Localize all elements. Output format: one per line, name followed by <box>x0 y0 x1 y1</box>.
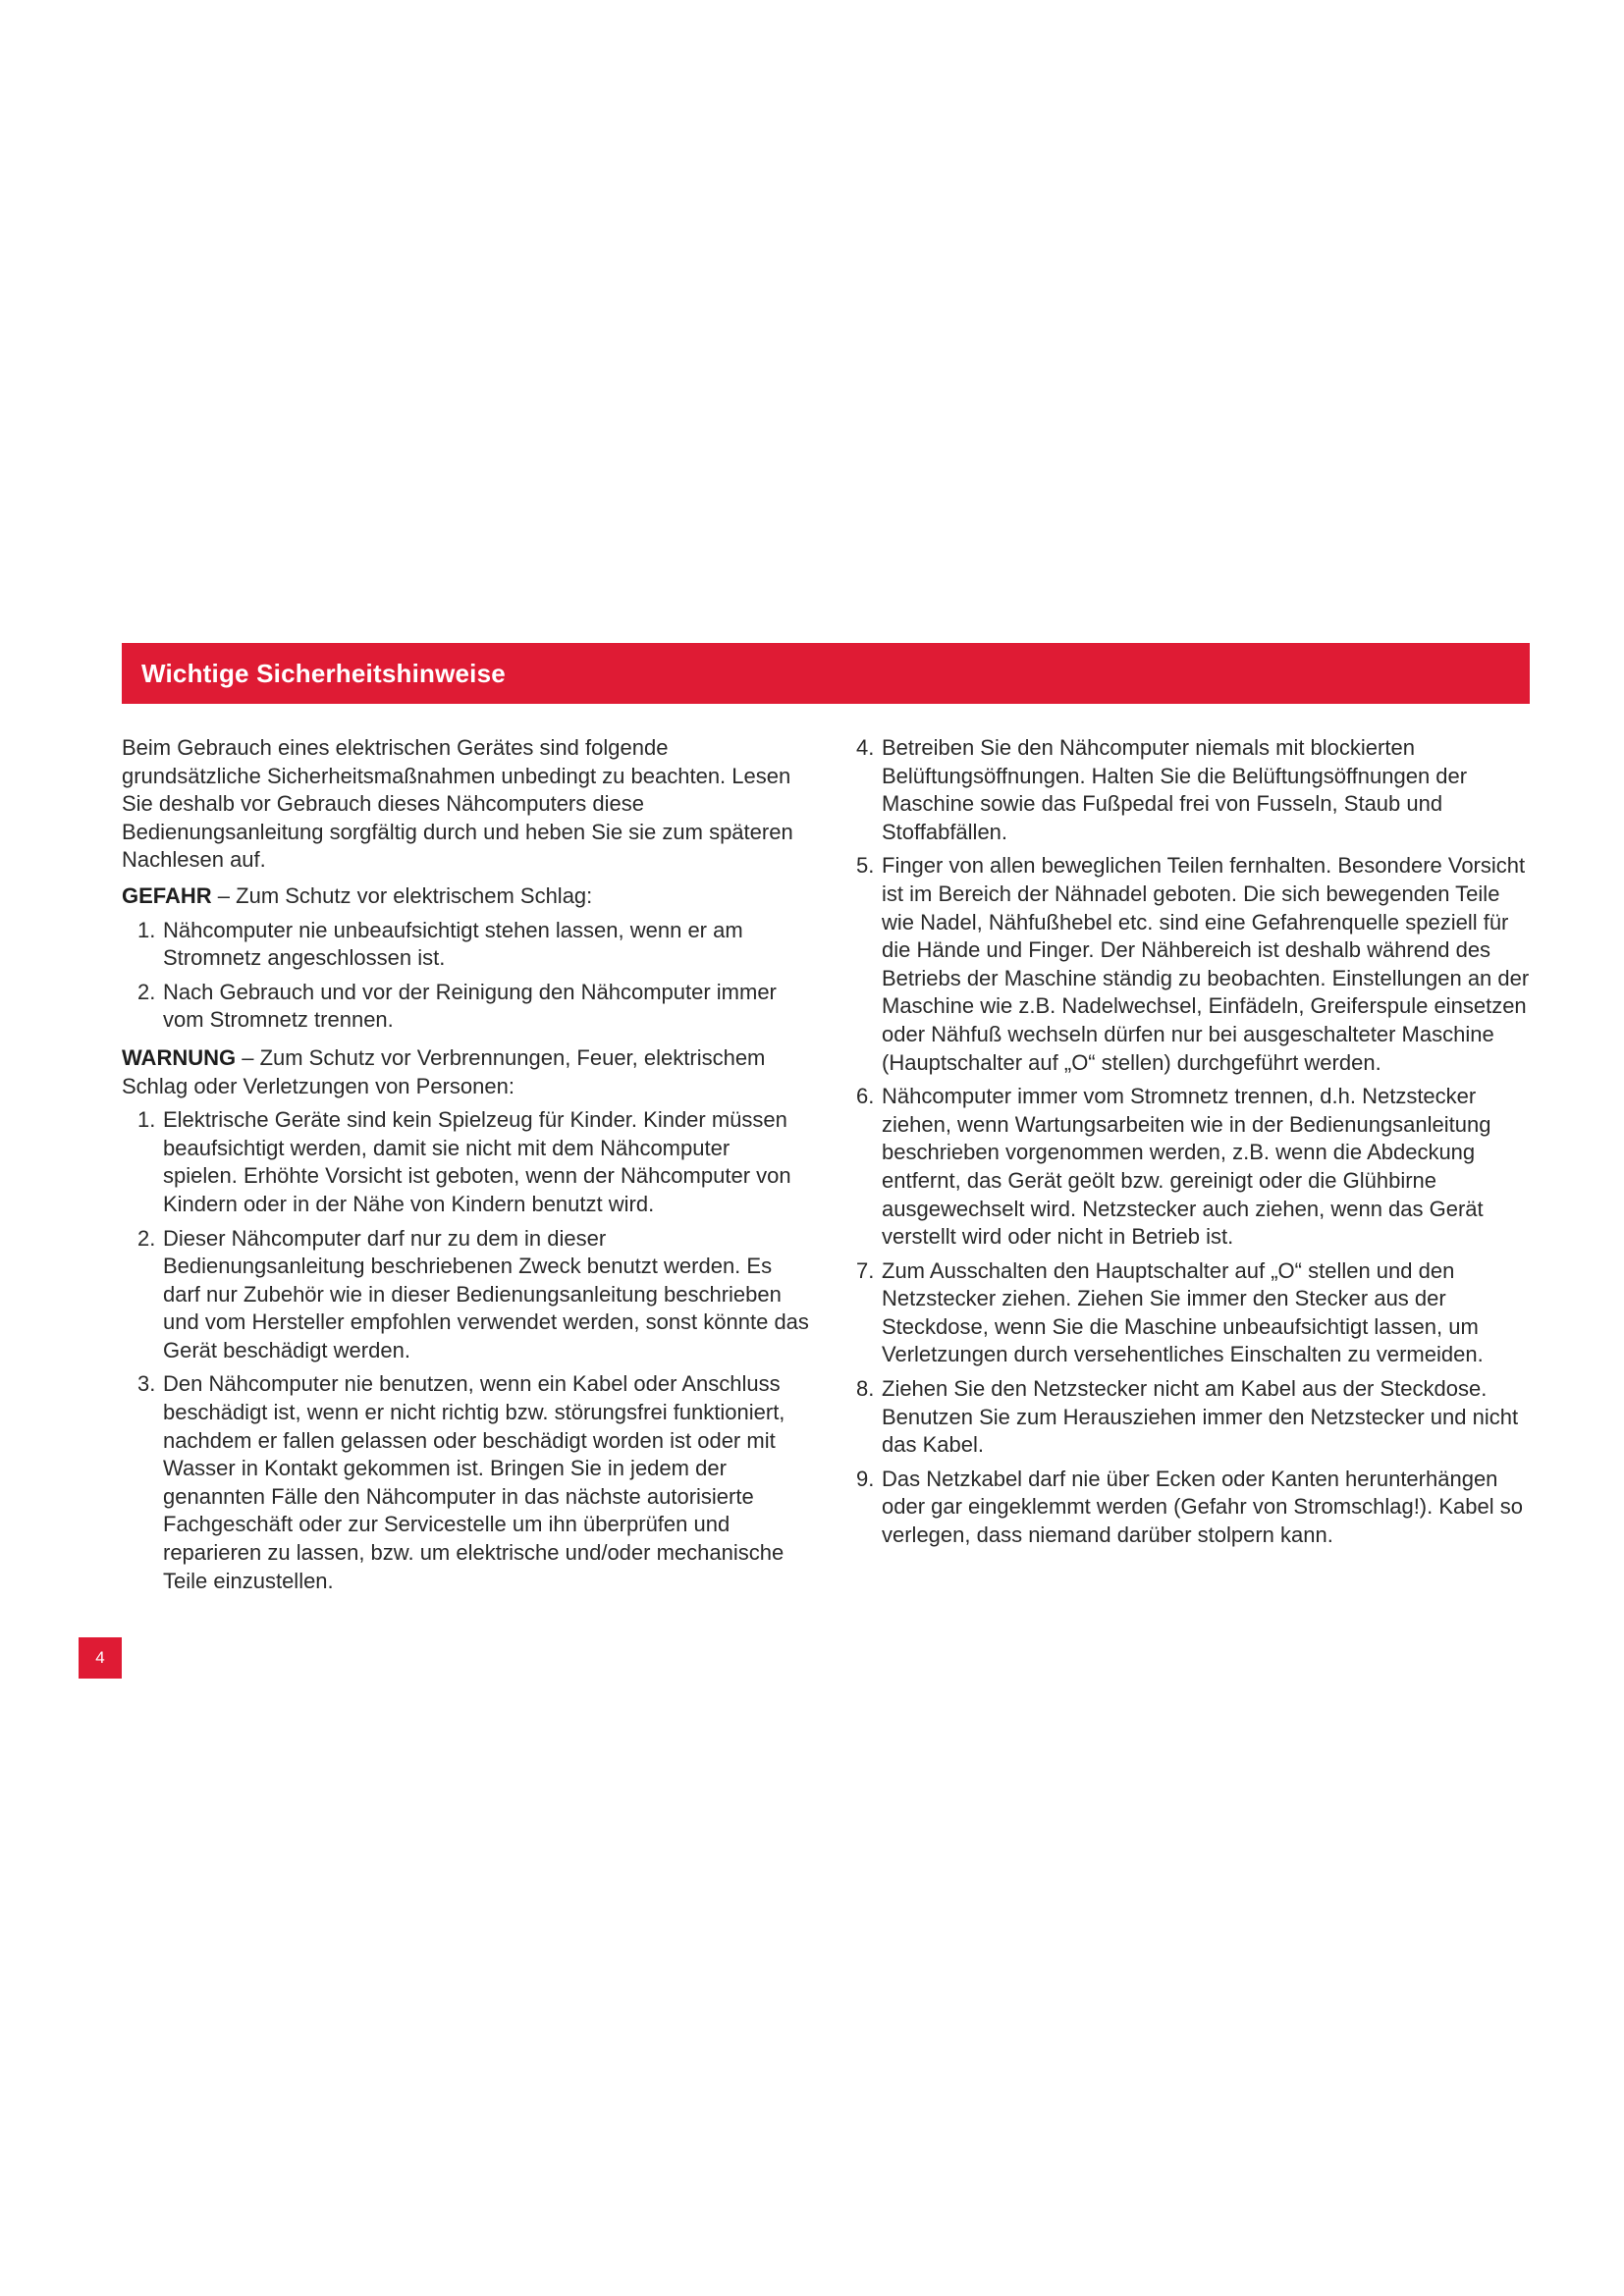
item-text: Den Nähcomputer nie benutzen, wenn ein Kabel oder Anschluss beschädigt ist, wenn er nicht richtig bzw. störungsfrei funktioniert, nachdem er fallen gelassen oder beschädigt worden ist oder mit Wasser in Kontakt gekommen ist. Bringen Sie in jedem der genannten Fälle den Nähcomputer in das nächste autorisierte Fachgeschäft oder zur Servicestelle um ihn überprüfen und reparieren zu lassen, bzw. um elektrische und/oder mechanische Teile einzustellen. <box>163 1371 785 1593</box>
section-title: Wichtige Sicherheitshinweise <box>141 658 506 688</box>
list-item <box>137 1370 809 1595</box>
intro-paragraph: Beim Gebrauch eines elektrischen Gerätes sind folgende grundsätzliche Sicherheitsmaßnahmen unbedingt zu beachten. Lesen Sie deshalb vor Gebrauch dieses Nähcomputers diese Bedienungsanleitung sorgfältig durch und heben Sie sie zum späteren Nachlesen auf. <box>122 735 793 873</box>
safety-list-continued <box>856 734 1534 1550</box>
item-text: Nähcomputer nie unbeaufsichtigt stehen lassen, wenn er am Stromnetz angeschlossen ist. <box>163 917 743 971</box>
item-number: 2. <box>137 1225 156 1251</box>
item-text: Elektrische Geräte sind kein Spielzeug für Kinder. Kinder müssen beaufsichtigt werden, damit sie nicht mit dem Nähcomputer spielen. Erhöhte Vorsicht ist geboten, wenn der Nähcomputer von Kindern oder in der Nähe von Kindern benutzt wird. <box>163 1107 791 1216</box>
warning-label: WARNUNG <box>122 1044 237 1070</box>
warning-list <box>122 1106 809 1595</box>
item-text: Zum Ausschalten den Hauptschalter auf „O“ stellen und den Netzstecker ziehen. Ziehen Sie immer den Stecker aus der Steckdose, wenn Sie die Maschine unbeaufsichtigt lassen, um Verletzungen durch versehentliches Einschalten zu vermeiden. <box>882 1257 1484 1367</box>
list-item <box>137 1225 809 1365</box>
list-item <box>137 917 809 973</box>
list-item <box>137 1106 809 1218</box>
item-number: 3. <box>137 1371 156 1397</box>
item-number: 9. <box>856 1466 875 1491</box>
item-text: Finger von allen beweglichen Teilen fernhalten. Besondere Vorsicht ist im Bereich der Nähnadel geboten. Die sich bewegenden Teile wie Nadel, Nähfußhebel etc. sind eine Gefahrenquelle speziell für die Hände und Finger. Der Nähbereich ist deshalb während des Betriebs der Maschine ständig zu beobachten. Einstellungen an der Maschine wie z.B. Nadelwechsel, Einfädeln, Greiferspule einsetzen oder Nähfuß wechseln dürfen nur bei ausgeschalteter Maschine (Hauptschalter auf „O“ stellen) durchgeführt werden. <box>882 853 1530 1075</box>
list-item <box>856 852 1534 1077</box>
item-text: Betreiben Sie den Nähcomputer niemals mit blockierten Belüftungsöffnungen. Halten Sie die Belüftungsöffnungen der Maschine sowie das Fußpedal frei von Fusseln, Staub und Stoffabfällen. <box>882 735 1468 844</box>
left-column <box>122 734 809 1605</box>
item-text: Nach Gebrauch und vor der Reinigung den Nähcomputer immer vom Stromnetz trennen. <box>163 979 777 1033</box>
item-text: Ziehen Sie den Netzstecker nicht am Kabel aus der Steckdose. Benutzen Sie zum Herausziehen immer den Netzstecker und nicht das Kabel. <box>882 1376 1519 1458</box>
list-item <box>137 979 809 1035</box>
item-text: Das Netzkabel darf nie über Ecken oder Kanten herunterhängen oder gar eingeklemmt werden (Gefahr von Stromschlag!). Kabel so verlegen, dass niemand darüber stolpern kann. <box>882 1466 1523 1548</box>
danger-text: – Zum Schutz vor elektrischem Schlag: <box>211 882 593 908</box>
item-number: 4. <box>856 735 875 760</box>
list-item <box>856 734 1534 846</box>
item-number: 7. <box>856 1257 875 1283</box>
list-item <box>856 1083 1534 1252</box>
right-column <box>856 734 1534 1560</box>
list-item <box>856 1257 1534 1369</box>
item-number: 5. <box>856 853 875 879</box>
list-item <box>856 1375 1534 1460</box>
item-text: Nähcomputer immer vom Stromnetz trennen, d.h. Netzstecker ziehen, wenn Wartungsarbeiten wie in der Bedienungsanleitung beschrieben vorgenommen werden, z.B. wenn die Abdeckung entfernt, das Gerät geölt bzw. gereinigt oder die Glühbirne ausgewechselt wird. Netzstecker auch ziehen, wenn das Gerät verstellt wird oder nicht in Betrieb ist. <box>882 1084 1491 1250</box>
list-item <box>856 1466 1534 1550</box>
item-number: 1. <box>137 917 156 942</box>
warning-text: – Zum Schutz vor Verbrennungen, Feuer, elektrischem Schlag oder Verletzungen von Personen: <box>122 1044 766 1098</box>
danger-label: GEFAHR <box>122 882 212 908</box>
page-number-badge <box>79 1637 122 1679</box>
danger-list <box>122 917 809 1035</box>
danger-heading <box>122 882 809 911</box>
item-number: 2. <box>137 979 156 1004</box>
page-number: 4 <box>95 1648 105 1667</box>
item-text: Dieser Nähcomputer darf nur zu dem in dieser Bedienungsanleitung beschriebenen Zweck benutzt werden. Es darf nur Zubehör wie in dieser Bedienungsanleitung beschrieben und vom Hersteller empfohlen verwendet werden, sonst könnte das Gerät beschädigt werden. <box>163 1225 809 1362</box>
warning-heading <box>122 1044 809 1100</box>
section-header-bar <box>122 643 1530 704</box>
item-number: 1. <box>137 1107 156 1133</box>
item-number: 6. <box>856 1084 875 1109</box>
item-number: 8. <box>856 1376 875 1402</box>
